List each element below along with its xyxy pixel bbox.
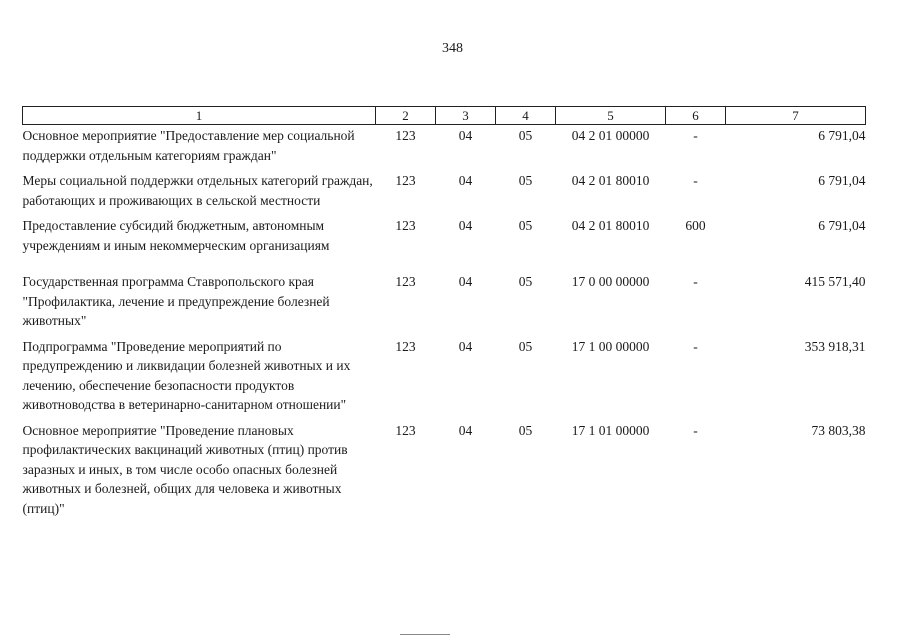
table-row — [23, 125, 866, 172]
row-name: Меры социальной поддержки отдельных категорий граждан, работающих и проживающих в сельской местности — [22, 173, 373, 208]
header-col-2: 2 — [376, 107, 436, 125]
row-col-4: 05 — [518, 338, 533, 354]
row-col-6: - — [693, 128, 698, 143]
row-col-3: 04 — [458, 338, 473, 354]
row-col-3: 04 — [458, 422, 473, 438]
row-amount: 73 803,38 — [811, 422, 866, 438]
row-amount: 353 918,31 — [804, 338, 866, 354]
header-col-4: 4 — [496, 107, 556, 125]
row-col-6: 600 — [685, 218, 706, 233]
row-col-5: 04 2 01 80010 — [571, 218, 650, 233]
row-col-6: - — [693, 274, 698, 289]
row-name: Основное мероприятие "Предоставление мер социальной поддержки отдельным категориям граждан" — [22, 128, 355, 163]
row-amount: 415 571,40 — [804, 274, 866, 289]
row-col-6: - — [693, 338, 698, 354]
header-col-5: 5 — [556, 107, 666, 125]
row-col-2: 123 — [395, 173, 416, 188]
row-name: Государственная программа Ставропольского края "Профилактика, лечение и предупреждение болезней животных" — [22, 274, 330, 328]
header-col-1: 1 — [23, 107, 376, 125]
row-col-3: 04 — [458, 274, 473, 289]
row-col-4: 05 — [518, 274, 533, 289]
table-row — [23, 337, 866, 421]
table-row — [23, 421, 866, 525]
row-amount: 6 791,04 — [818, 128, 866, 143]
table-row — [23, 216, 866, 272]
budget-table — [22, 106, 866, 524]
row-amount: 6 791,04 — [818, 218, 866, 233]
row-col-2: 123 — [395, 338, 416, 354]
row-col-3: 04 — [458, 218, 473, 233]
page-number: 348 — [442, 41, 463, 56]
row-col-5: 17 1 01 00000 — [571, 422, 650, 438]
row-col-2: 123 — [395, 128, 416, 143]
row-col-2: 123 — [395, 422, 416, 438]
row-name: Предоставление субсидий бюджетным, автономным учреждениям и иным некоммерческим организациям — [22, 218, 330, 253]
row-col-5: 17 1 00 00000 — [571, 338, 650, 354]
row-col-3: 04 — [458, 128, 473, 143]
table-row — [23, 171, 866, 216]
row-col-5: 17 0 00 00000 — [571, 274, 650, 289]
header-col-6: 6 — [666, 107, 726, 125]
row-col-6: - — [693, 173, 698, 188]
row-name: Подпрограмма "Проведение мероприятий по предупреждению и ликвидации болезней животных и их лечению, обеспечение безопасности продуктов животноводства в ветеринарно-санитарном отношении" — [22, 338, 351, 412]
scan-mark — [400, 634, 450, 635]
row-col-2: 123 — [395, 218, 416, 233]
table-row — [23, 272, 866, 337]
row-col-4: 05 — [518, 128, 533, 143]
row-col-5: 04 2 01 00000 — [571, 128, 650, 143]
row-col-4: 05 — [518, 173, 533, 188]
row-col-6: - — [693, 422, 698, 438]
row-col-4: 05 — [518, 218, 533, 233]
row-col-3: 04 — [458, 173, 473, 188]
header-row — [23, 107, 866, 125]
row-col-4: 05 — [518, 422, 533, 438]
row-name: Основное мероприятие "Проведение плановых профилактических вакцинаций животных (птиц) против заразных и иных, в том числе особо опасных болезней животных и болезней, общих для человека и животных (птиц)" — [22, 422, 348, 516]
header-col-3: 3 — [436, 107, 496, 125]
row-col-2: 123 — [395, 274, 416, 289]
row-col-5: 04 2 01 80010 — [571, 173, 650, 188]
header-col-7: 7 — [726, 107, 866, 125]
row-amount: 6 791,04 — [818, 173, 866, 188]
